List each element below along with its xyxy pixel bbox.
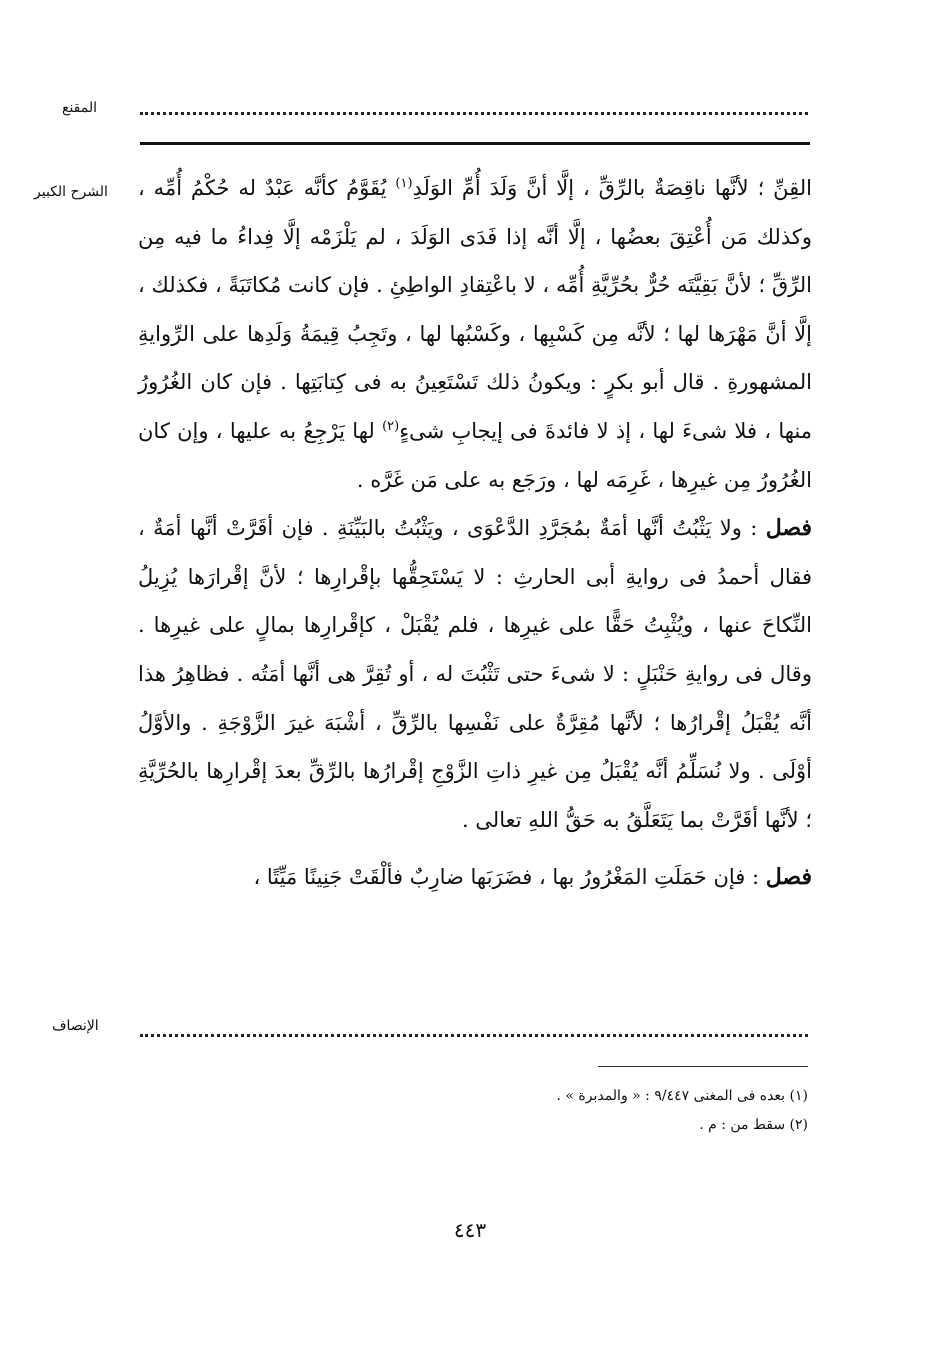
paragraph-2-text: : ولا يَثْبُتُ أنَّها أمَةٌ بمُجَرَّدِ الدَّعْوَى ، ويَثْبُتُ بالبَيِّنَةِ . فإن أقَرَّتْ أنَّها أمَةٌ ، فقال أحمدُ فى روايةِ أبى الحارثِ : لا يَسْتَحِقُّها بإقْرارِها ؛ لأنَّ إقْرارَها يُزِيلُ النِّكاحَ عنها ، ويُثْبِتُ حَقًّا على غيرِها ، فلم يُقْبَلْ ، كإقْرارِها بمالٍ على غيرِها . وقال فى روايةِ حَنْبَلٍ : لا شىءَ حتى تَثْبُتَ له ، أو تُقِرَّ هى أنَّها أمَتُه . فظاهِرُ هذا أنَّه يُقْبَلُ إقْرارُها ؛ لأنَّها مُقِرَّةٌ على نَفْسِها بالرِّقِّ ، أشْبَهَ غيرَ الزَّوْجَةِ . والأوَّلُ أوْلَى . ولا نُسَلِّمُ أنَّه يُقْبَلُ مِن غيرِ ذاتِ الزَّوْجِ إقْرارُها بالرِّقِّ بعدَ إقْرارِها بالحُرِّيَّةِ ؛ لأنَّها أقَرَّتْ بما يَتَعَلَّقُ به حَقُّ اللهِ تعالى . [138, 516, 812, 832]
running-title: المقنع [62, 100, 98, 116]
paragraph-3-text: : فإن حَمَلَتِ المَغْرُورُ بها ، فضَرَبَها ضارِبٌ فألْقَتْ جَنِينًا مَيِّتًا ، [253, 865, 766, 890]
insaf-margin-label: الإنصاف [52, 1018, 99, 1034]
footnotes [300, 1082, 808, 1140]
page-number: ٤٤٣ [453, 1218, 487, 1242]
main-text [138, 164, 812, 902]
paragraph-1-part-b: يُقَوَّمُ كأنَّه عَبْدٌ له حُكْمُ أُمِّه ، وكذلك مَن أُعْتِقَ بعضُها ، إلَّا أنَّه إذا فَدَى الوَلَدَ ، لم يَلْزَمْه إلَّا فِداءُ ما فيه مِن الرِّقِّ ؛ لأنَّ بَقِيَّتَه حُرٌّ بحُرِّيَّةِ أُمِّه ، لا باعْتِقادِ الواطِئِ . فإن كانت مُكاتَبَةً ، فكذلك ، إلَّا أنَّ مَهْرَها لها ؛ لأنَّه مِن كَسْبِها ، وكَسْبُها لها ، وتَجِبُ قِيمَةُ وَلَدِها على الرِّوايةِ المشهورةِ . قال أبو بكرٍ : ويكونُ ذلك تَسْتَعِينُ به فى كِتابَتِها . فإن كان الغُرُورُ منها ، فلا شىءَ لها ، إذ لا فائدةَ فى إيجابِ شىءٍ [138, 176, 812, 443]
footnote-2: (٢) سقط من : م . [699, 1117, 808, 1133]
footnote-ref-1: (١) [395, 176, 413, 191]
header-dotted-rule [140, 112, 808, 115]
footnote-separator [598, 1066, 808, 1067]
insaf-dotted-rule [140, 1034, 808, 1037]
paragraph-1-part-c: لها يَرْجِعُ به عليها ، وإن كان الغُرُورُ مِن غيرِها ، غَرِمَه لها ، ورَجَع به على مَن غَرَّه . [138, 418, 812, 492]
paragraph-3 [138, 853, 812, 902]
footnote-ref-2: (٢) [382, 418, 400, 434]
paragraph-2 [138, 504, 812, 844]
paragraph-1 [138, 164, 812, 504]
section-label-fasl: فصل [765, 864, 812, 891]
section-label-fasl: فصل [765, 515, 812, 542]
footnote-1: (١) بعده فى المغنى ٩/٤٤٧ : « والمدبرة » . [556, 1088, 808, 1104]
sharh-margin-label: الشرح الكبير [34, 184, 108, 200]
header-solid-rule [140, 142, 810, 145]
paragraph-1-part-a: القِنِّ ؛ لأنَّها ناقِصَةٌ بالرِّقِّ ، إلَّا أنَّ وَلَدَ أُمِّ الوَلَدِ [412, 176, 812, 200]
